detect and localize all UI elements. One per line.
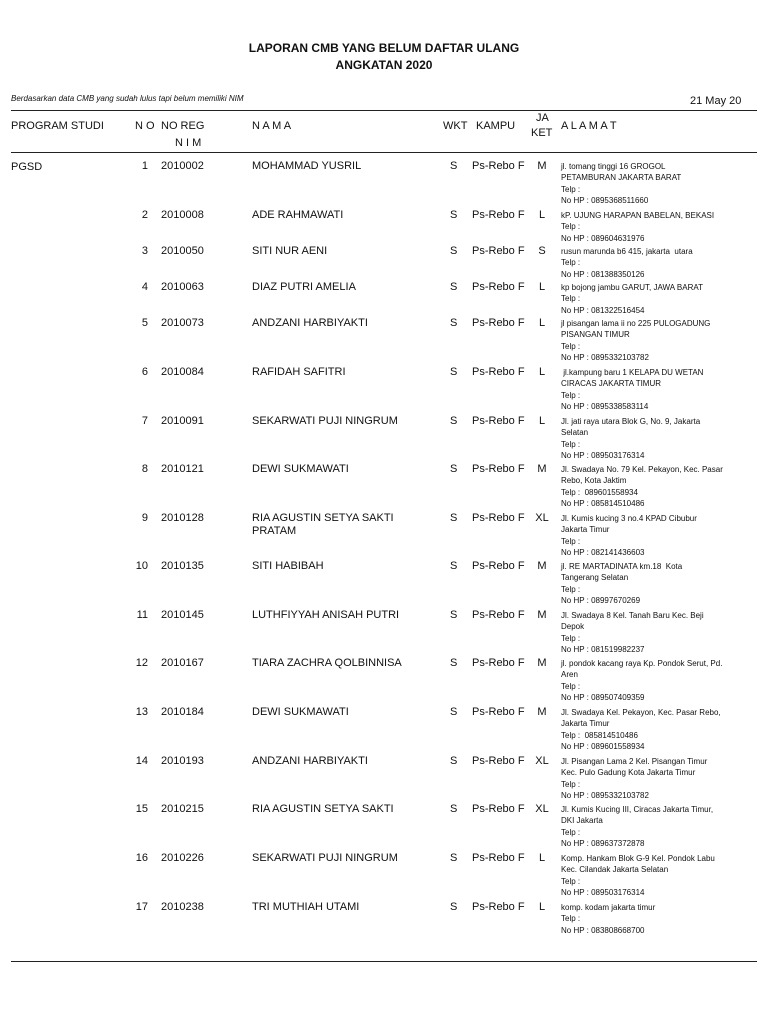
row-jk: L <box>538 366 546 378</box>
alamat-line: No HP : 08997670269 <box>561 595 641 605</box>
row-number: 4 <box>141 281 148 293</box>
row-nim: 2010145 <box>161 609 204 621</box>
row-wkt: S <box>450 245 458 257</box>
alamat-line: jl. tomang tinggi 16 GROGOL <box>561 162 666 171</box>
row-wkt: S <box>450 657 458 669</box>
alamat-line: Jl. Swadaya No. 79 Kel. Pekayon, Kec. Pasar <box>561 465 723 474</box>
alamat-line: Telp : <box>561 584 581 594</box>
row-jk: L <box>538 281 546 293</box>
row-nama: MOHAMMAD YUSRIL <box>252 160 362 172</box>
row-number: 2 <box>141 209 148 221</box>
alamat-line: CIRACAS JAKARTA TIMUR <box>561 379 662 389</box>
alamat-line: No HP : 082141436603 <box>561 547 645 557</box>
alamat-line: No HP : 083808668700 <box>561 925 645 935</box>
row-alamat <box>561 707 756 752</box>
row-nim: 2010091 <box>161 415 204 427</box>
row-kampus: Ps-Rebo F <box>472 657 525 669</box>
row-nama: LUTHFIYYAH ANISAH PUTRI <box>252 609 400 621</box>
row-wkt: S <box>450 317 458 329</box>
alamat-line: Jl. Kumis Kucing III, Ciracas Jakarta Timur, <box>561 805 714 814</box>
alamat-line: No HP : 089503176314 <box>561 887 645 897</box>
row-alamat <box>561 246 756 280</box>
row-number: 12 <box>135 657 148 669</box>
row-wkt: S <box>450 415 458 427</box>
row-alamat <box>561 161 756 206</box>
row-jk: S <box>538 245 546 257</box>
footer-rule <box>11 961 757 962</box>
row-number: 8 <box>141 463 148 475</box>
alamat-line: No HP : 081322516454 <box>561 305 645 315</box>
row-kampus: Ps-Rebo F <box>472 209 525 221</box>
row-nama: SEKARWATI PUJI NINGRUM <box>252 852 398 864</box>
row-kampus: Ps-Rebo F <box>472 706 525 718</box>
alamat-line: Telp : <box>561 779 581 789</box>
header-nama: N A M A <box>252 120 292 132</box>
row-alamat <box>561 318 756 363</box>
row-wkt: S <box>450 755 458 767</box>
row-nim: 2010121 <box>161 463 204 475</box>
header-no-reg: NO REG <box>161 120 205 132</box>
alamat-line: kp bojong jambu GARUT, JAWA BARAT <box>561 283 703 292</box>
row-nim: 2010063 <box>161 281 204 293</box>
row-kampus: Ps-Rebo F <box>472 281 525 293</box>
row-kampus: Ps-Rebo F <box>472 317 525 329</box>
row-number: 14 <box>135 755 148 767</box>
row-alamat <box>561 416 756 461</box>
row-number: 9 <box>141 512 148 524</box>
row-kampus: Ps-Rebo F <box>472 512 525 524</box>
alamat-line: Telp : <box>561 633 581 643</box>
alamat-line: Jl. Pisangan Lama 2 Kel. Pisangan Timur <box>561 757 708 766</box>
alamat-line: Telp : <box>561 876 581 886</box>
header-no: N O <box>135 120 155 132</box>
row-nama: TIARA ZACHRA QOLBINNISA <box>252 657 402 669</box>
row-nim: 2010050 <box>161 245 204 257</box>
alamat-line: PETAMBURAN JAKARTA BARAT <box>561 173 682 183</box>
row-wkt: S <box>450 209 458 221</box>
row-nama: TRI MUTHIAH UTAMI <box>252 901 360 913</box>
report-title: LAPORAN CMB YANG BELUM DAFTAR ULANG <box>248 41 520 55</box>
header-wkt: WKT <box>443 120 468 132</box>
row-nim: 2010184 <box>161 706 204 718</box>
row-nama: ANDZANI HARBIYAKTI <box>252 755 368 767</box>
alamat-line: Telp : <box>561 341 581 351</box>
alamat-line: jl.kampung baru 1 KELAPA DU WETAN <box>561 368 704 377</box>
header-nim: N I M <box>175 137 202 149</box>
row-number: 10 <box>135 560 148 572</box>
alamat-line: Aren <box>561 670 578 680</box>
alamat-line: Tangerang Selatan <box>561 573 629 583</box>
alamat-line: komp. kodam jakarta timur <box>561 903 656 912</box>
alamat-line: Telp : <box>561 390 581 400</box>
row-nim: 2010135 <box>161 560 204 572</box>
row-alamat <box>561 513 756 558</box>
alamat-line: No HP : 0895332103782 <box>561 790 649 800</box>
row-number: 1 <box>141 160 148 172</box>
report-note: Berdasarkan data CMB yang sudah lulus tapi belum memiliki NIM <box>11 94 244 103</box>
alamat-line: Kec. Pulo Gadung Kota Jakarta Timur <box>561 768 696 778</box>
report-subtitle: ANGKATAN 2020 <box>335 58 433 72</box>
alamat-line: Telp : <box>561 536 581 546</box>
row-wkt: S <box>450 512 458 524</box>
alamat-line: Rebo, Kota Jaktim <box>561 476 627 486</box>
row-kampus: Ps-Rebo F <box>472 245 525 257</box>
row-jk: M <box>537 657 547 669</box>
row-number: 16 <box>135 852 148 864</box>
row-jk: M <box>537 706 547 718</box>
alamat-line: Telp : <box>561 294 581 304</box>
row-nim: 2010073 <box>161 317 204 329</box>
alamat-line: rusun marunda b6 415, jakarta utara <box>561 247 693 256</box>
row-kampus: Ps-Rebo F <box>472 901 525 913</box>
alamat-line: PISANGAN TIMUR <box>561 330 630 340</box>
row-jk: M <box>537 609 547 621</box>
row-wkt: S <box>450 366 458 378</box>
alamat-line: No HP : 081388350126 <box>561 269 645 279</box>
row-nim: 2010215 <box>161 803 204 815</box>
row-wkt: S <box>450 609 458 621</box>
header-top-rule <box>11 110 757 111</box>
alamat-line: No HP : 0895338583114 <box>561 401 649 411</box>
alamat-line: Telp : 085814510486 <box>561 730 638 740</box>
alamat-line: DKI Jakarta <box>561 816 603 826</box>
row-number: 6 <box>141 366 148 378</box>
row-number: 7 <box>141 415 148 427</box>
alamat-line: No HP : 085814510486 <box>561 498 645 508</box>
header-kampus: KAMPU <box>476 120 516 132</box>
row-jk: L <box>538 415 546 427</box>
header-bottom-rule <box>11 152 757 153</box>
row-alamat <box>561 367 756 412</box>
alamat-line: Telp : <box>561 681 581 691</box>
alamat-line: Kec. Cilandak Jakarta Selatan <box>561 865 669 875</box>
header-ket: KET <box>531 127 553 139</box>
row-kampus: Ps-Rebo F <box>472 160 525 172</box>
alamat-line: Telp : 089601558934 <box>561 487 638 497</box>
row-alamat <box>561 804 756 849</box>
row-alamat <box>561 610 756 655</box>
row-nama: DEWI SUKMAWATI <box>252 706 349 718</box>
row-alamat <box>561 756 756 801</box>
row-nim: 2010193 <box>161 755 204 767</box>
row-number: 17 <box>135 901 148 913</box>
alamat-line: Selatan <box>561 428 589 438</box>
row-wkt: S <box>450 852 458 864</box>
alamat-line: No HP : 089604631976 <box>561 233 645 243</box>
alamat-line: No HP : 089601558934 <box>561 741 645 751</box>
alamat-line: Jl. jati raya utara Blok G, No. 9, Jakarta <box>561 417 701 426</box>
row-alamat <box>561 561 756 606</box>
report-date: 21 May 20 <box>690 95 742 107</box>
row-number: 5 <box>141 317 148 329</box>
row-nama: RIA AGUSTIN SETYA SAKTI PRATAM <box>252 512 394 537</box>
alamat-line: Telp : <box>561 258 581 268</box>
row-jk: L <box>538 901 546 913</box>
row-jk: M <box>537 160 547 172</box>
header-alamat: A L A M A T <box>561 120 617 132</box>
row-number: 15 <box>135 803 148 815</box>
row-nim: 2010084 <box>161 366 204 378</box>
row-nama: ANDZANI HARBIYAKTI <box>252 317 368 329</box>
row-kampus: Ps-Rebo F <box>472 463 525 475</box>
row-wkt: S <box>450 281 458 293</box>
row-nama: SEKARWATI PUJI NINGRUM <box>252 415 398 427</box>
alamat-line: Jakarta Timur <box>561 525 610 535</box>
alamat-line: Jakarta Timur <box>561 719 610 729</box>
row-kampus: Ps-Rebo F <box>472 560 525 572</box>
row-alamat <box>561 282 756 316</box>
row-jk: XL <box>535 512 549 524</box>
row-nama: SITI HABIBAH <box>252 560 324 572</box>
alamat-line: No HP : 089637372878 <box>561 838 645 848</box>
row-nama: SITI NUR AENI <box>252 245 328 257</box>
row-kampus: Ps-Rebo F <box>472 609 525 621</box>
row-jk: XL <box>535 803 549 815</box>
alamat-line: Jl. Kumis kucing 3 no.4 KPAD Cibubur <box>561 514 697 523</box>
row-alamat <box>561 210 756 244</box>
row-nim: 2010167 <box>161 657 204 669</box>
row-nim: 2010226 <box>161 852 204 864</box>
row-nim: 2010128 <box>161 512 204 524</box>
row-jk: M <box>537 560 547 572</box>
alamat-line: Telp : <box>561 439 581 449</box>
alamat-line: jl pisangan lama ii no 225 PULOGADUNG <box>561 319 711 328</box>
alamat-line: Telp : <box>561 827 581 837</box>
alamat-line: Jl. Swadaya Kel. Pekayon, Kec. Pasar Rebo, <box>561 708 721 717</box>
header-program-studi: PROGRAM STUDI <box>11 120 104 132</box>
alamat-line: No HP : 089507409359 <box>561 692 645 702</box>
row-jk: L <box>538 317 546 329</box>
alamat-line: Telp : <box>561 222 581 232</box>
alamat-line: No HP : 081519982237 <box>561 644 645 654</box>
row-wkt: S <box>450 560 458 572</box>
alamat-line: Depok <box>561 622 585 632</box>
alamat-line: jl. pondok kacang raya Kp. Pondok Serut, Pd. <box>561 659 723 668</box>
alamat-line: jl. RE MARTADINATA km.18 Kota <box>561 562 683 571</box>
row-jk: XL <box>535 755 549 767</box>
row-number: 13 <box>135 706 148 718</box>
row-jk: M <box>537 463 547 475</box>
row-number: 3 <box>141 245 148 257</box>
program-studi-value: PGSD <box>11 161 43 173</box>
row-nim: 2010008 <box>161 209 204 221</box>
row-kampus: Ps-Rebo F <box>472 803 525 815</box>
alamat-line: Jl. Swadaya 8 Kel. Tanah Baru Kec. Beji <box>561 611 704 620</box>
row-kampus: Ps-Rebo F <box>472 852 525 864</box>
header-ja: JA <box>536 112 549 124</box>
row-wkt: S <box>450 706 458 718</box>
row-nama: DEWI SUKMAWATI <box>252 463 349 475</box>
row-nama: ADE RAHMAWATI <box>252 209 344 221</box>
row-wkt: S <box>450 803 458 815</box>
row-wkt: S <box>450 463 458 475</box>
row-alamat <box>561 853 756 898</box>
row-number: 11 <box>136 609 148 621</box>
row-wkt: S <box>450 901 458 913</box>
alamat-line: kP. UJUNG HARAPAN BABELAN, BEKASI <box>561 211 715 220</box>
row-nama: DIAZ PUTRI AMELIA <box>252 281 356 293</box>
row-nim: 2010002 <box>161 160 204 172</box>
alamat-line: No HP : 0895368511660 <box>561 195 649 205</box>
alamat-line: No HP : 0895332103782 <box>561 352 649 362</box>
row-jk: L <box>538 852 546 864</box>
row-wkt: S <box>450 160 458 172</box>
row-jk: L <box>538 209 546 221</box>
alamat-line: Komp. Hankam Blok G-9 Kel. Pondok Labu <box>561 854 715 863</box>
row-nama: RIA AGUSTIN SETYA SAKTI <box>252 803 394 815</box>
alamat-line: No HP : 089503176314 <box>561 450 645 460</box>
row-kampus: Ps-Rebo F <box>472 415 525 427</box>
alamat-line: Telp : <box>561 914 581 924</box>
row-alamat <box>561 464 756 509</box>
row-nim: 2010238 <box>161 901 204 913</box>
row-kampus: Ps-Rebo F <box>472 366 525 378</box>
row-alamat <box>561 658 756 703</box>
row-alamat <box>561 902 756 936</box>
row-nama: RAFIDAH SAFITRI <box>252 366 346 378</box>
row-kampus: Ps-Rebo F <box>472 755 525 767</box>
alamat-line: Telp : <box>561 184 581 194</box>
